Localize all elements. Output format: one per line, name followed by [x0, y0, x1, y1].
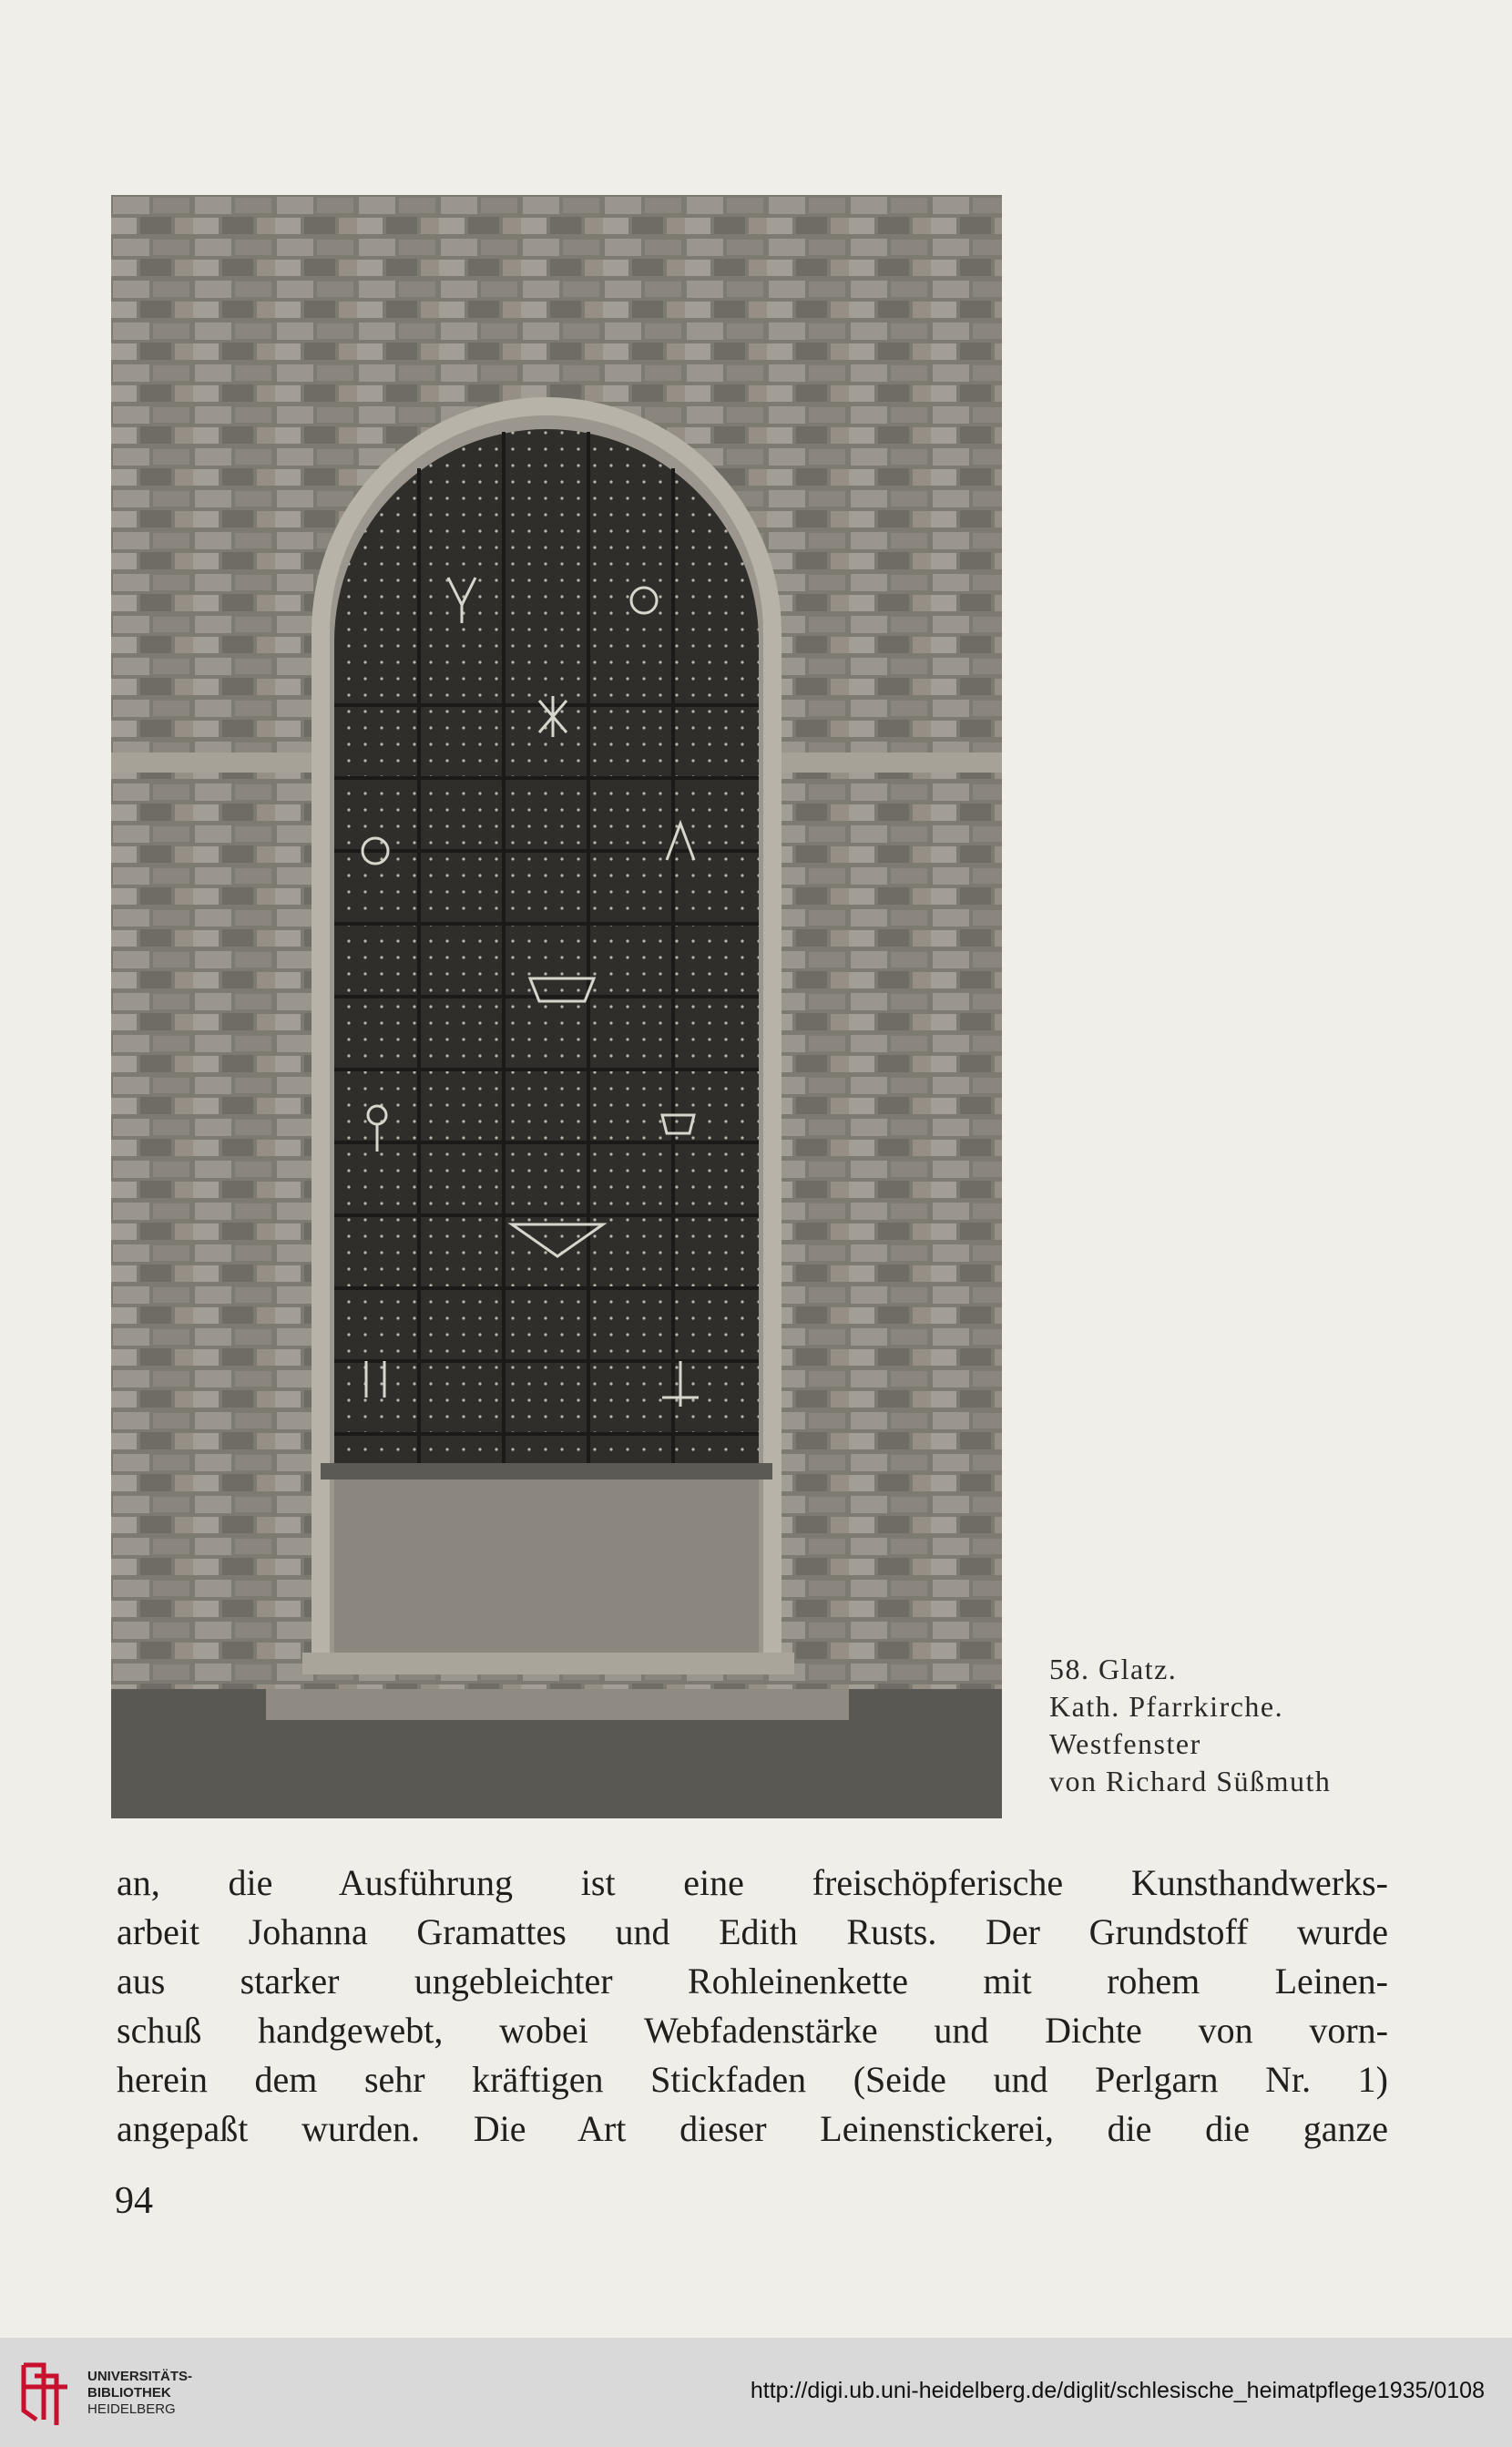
body-line: aus starker ungebleichter Rohleinenkette mit rohem Leinen-: [117, 1961, 1388, 2002]
library-logo-icon: [16, 2356, 80, 2429]
source-url-link[interactable]: http://digi.ub.uni-heidelberg.de/diglit/schlesische_heimatpflege1935/0108: [750, 2378, 1485, 2403]
library-name: [87, 2369, 192, 2418]
library-name-line: BIBLIOTHEK: [87, 2385, 171, 2401]
caption-line: von Richard Süßmuth: [1049, 1765, 1332, 1797]
caption-line: Kath. Pfarrkirche.: [1049, 1690, 1284, 1723]
body-paragraph: [117, 1858, 1388, 2154]
page-number: 94: [115, 2180, 153, 2222]
body-line: herein dem sehr kräftigen Stickfaden (Seide und Perlgarn Nr. 1): [117, 2059, 1388, 2100]
figure-caption: [1049, 1651, 1477, 1800]
church-window-photo: [111, 195, 1002, 1818]
caption-line: Westfenster: [1049, 1727, 1201, 1760]
body-line: arbeit Johanna Gramattes und Edith Rusts. Der Grundstoff wurde: [117, 1911, 1388, 1952]
library-name-line: UNIVERSITÄTS-: [87, 2369, 193, 2384]
library-name-line: HEIDELBERG: [87, 2401, 176, 2417]
caption-line: 58. Glatz.: [1049, 1653, 1178, 1685]
footer-bar: [0, 2338, 1512, 2447]
body-line: an, die Ausführung ist eine freischöpferische Kunsthandwerks-: [117, 1862, 1388, 1903]
body-line: schuß handgewebt, wobei Webfadenstärke und Dichte von vorn-: [117, 2010, 1388, 2051]
body-line: angepaßt wurden. Die Art dieser Leinenstickerei, die die ganze: [117, 2108, 1388, 2149]
